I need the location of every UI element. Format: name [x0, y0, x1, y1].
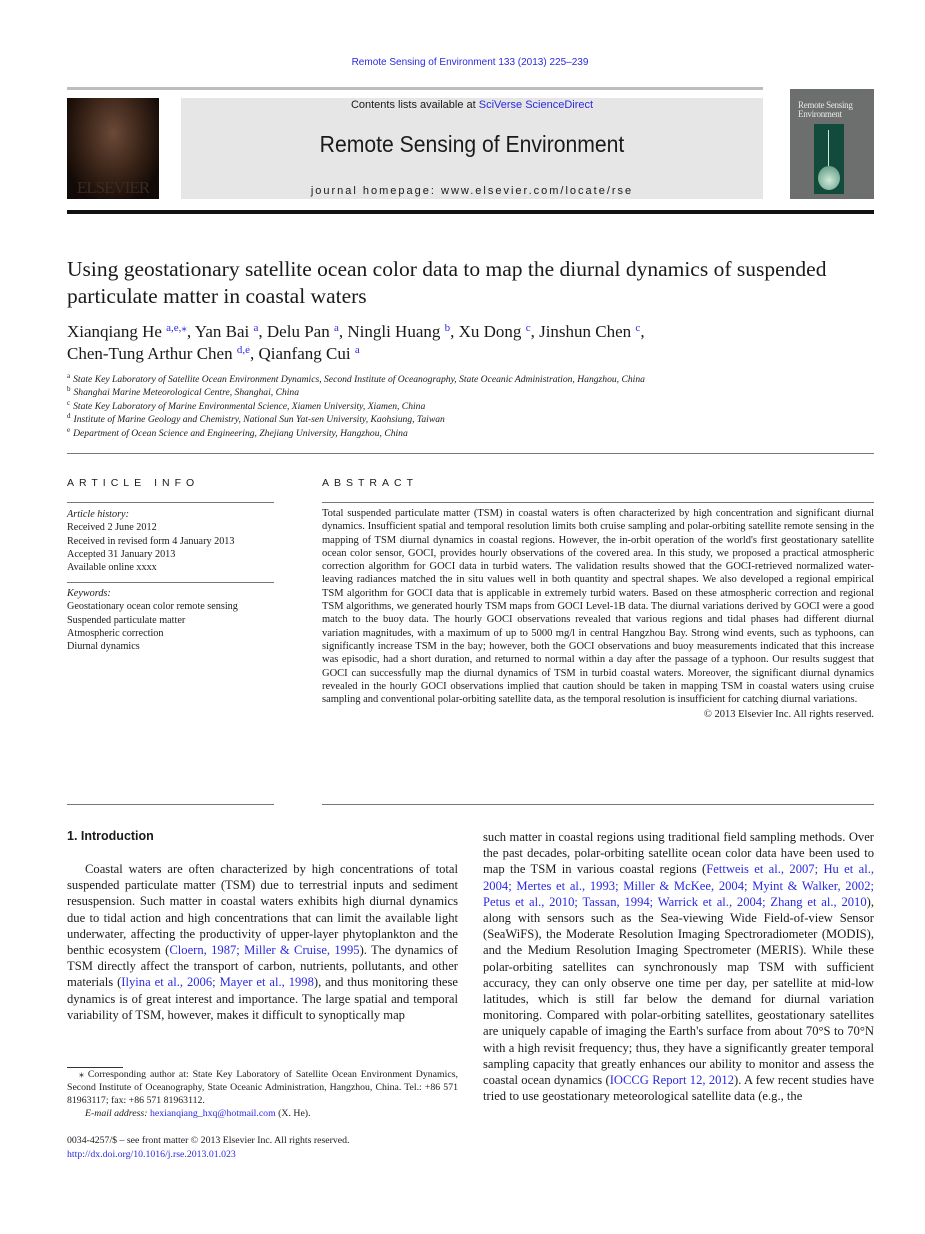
affiliation-text: State Key Laboratory of Satellite Ocean Environment Dynamics, Second Institute of Oceanography, State Oceanic Administration, Hangzhou, China — [73, 374, 645, 385]
keywords — [67, 587, 274, 653]
author-separator: , — [450, 322, 459, 341]
abstract-heading: ABSTRACT — [322, 477, 419, 489]
author-affiliation-link[interactable]: d,e — [236, 344, 250, 356]
footnote-star: ⁎ — [79, 1069, 88, 1080]
section-heading-introduction: 1. Introduction — [67, 829, 154, 843]
journal-title: Remote Sensing of Environment — [319, 131, 625, 157]
intro-left-column — [67, 861, 458, 1023]
cover-bulb — [818, 166, 840, 190]
history-item: Received in revised form 4 January 2013 — [67, 535, 235, 547]
front-matter — [67, 1134, 350, 1161]
contents-line — [181, 99, 763, 111]
elsevier-wordmark: ELSEVIER — [76, 178, 150, 197]
header-bottom-rule — [67, 210, 874, 214]
divider — [67, 582, 274, 583]
author-separator: , — [338, 322, 348, 341]
copyright: © 2013 Elsevier Inc. All rights reserved. — [703, 709, 874, 721]
affiliation-key: d — [67, 412, 71, 421]
citation-link[interactable]: Ilyina et al., 2006; Mayer et al., 1998 — [121, 975, 314, 990]
affiliation — [67, 373, 867, 386]
author-name: Jinshun Chen — [539, 322, 632, 341]
elsevier-logo — [67, 98, 159, 199]
body-text: ), and thus monitoring these dynamics is of great interest and importance. The large spatial and temporal variability of TSM, however, makes it difficult to synoptically map — [67, 975, 459, 1022]
keyword: Suspended particulate matter — [67, 614, 186, 626]
author-name: Chen-Tung Arthur Chen — [67, 344, 233, 363]
affiliation — [67, 400, 867, 413]
author-name: Xu Dong — [458, 322, 522, 341]
history-item: Accepted 31 January 2013 — [67, 548, 176, 560]
divider — [67, 502, 274, 503]
article-history — [67, 508, 274, 574]
keyword: Diurnal dynamics — [67, 641, 140, 653]
citation-link[interactable]: Cloern, 1987; Miller & Cruise, 1995 — [169, 943, 360, 958]
author-affiliation-link[interactable]: a,e,⁎ — [166, 322, 187, 334]
email-link[interactable]: hexianqiang_hxq@hotmail.com — [149, 1108, 276, 1119]
article-title: Using geostationary satellite ocean color data to map the diurnal dynamics of suspended particulate matter in coastal waters — [67, 257, 827, 308]
cover-stem — [828, 130, 829, 166]
author-separator: , — [640, 322, 645, 341]
keyword: Atmospheric correction — [67, 627, 164, 639]
doi-link[interactable]: http://dx.doi.org/10.1016/j.rse.2013.01.023 — [67, 1148, 236, 1160]
keyword: Geostationary ocean color remote sensing — [67, 601, 238, 613]
author-separator: , — [250, 344, 259, 363]
intro-right-column — [483, 829, 874, 1104]
header-rule — [67, 87, 763, 90]
author-name: Delu Pan — [266, 322, 330, 341]
author-affiliation-link[interactable]: c — [525, 322, 531, 334]
affiliation-key: e — [67, 425, 71, 434]
cover-graphic — [814, 124, 844, 194]
body-text: ). A few recent studies have tried to use geostationary meteorological satellite data (e.g., the — [483, 1073, 875, 1104]
affiliation — [67, 413, 867, 426]
front-matter-text: 0034-4257/$ – see front matter © 2013 Elsevier Inc. All rights reserved. — [67, 1135, 350, 1146]
history-item: Received 2 June 2012 — [67, 522, 157, 534]
article-info-heading: ARTICLE INFO — [67, 477, 200, 489]
journal-cover-image — [790, 89, 874, 199]
citation-link[interactable]: Fettweis et al., 2007; Hu et al., 2004; Mertes et al., 1993; Miller & McKee, 2004; Myint & Walker, 2002; Petus et al., 2010; Tassan, 1994; Warrick et al., 2004; Zhang et al., 2010 — [483, 862, 874, 909]
author-affiliation-link[interactable]: a — [333, 322, 339, 334]
contents-prefix: Contents lists available at — [350, 99, 479, 111]
affiliation — [67, 386, 867, 399]
affiliation-text: State Key Laboratory of Marine Environmental Science, Xiamen University, Xiamen, China — [73, 400, 426, 412]
affiliation-text: Shanghai Marine Meteorological Centre, Shanghai, China — [73, 387, 300, 399]
email-suffix: (X. He). — [275, 1108, 311, 1119]
author-separator: , — [186, 322, 195, 341]
body-text: such matter in coastal regions using traditional field sampling methods. Over the past decades, polar-orbiting satellite ocean color data have been used to map the TSM in various coastal regions ( — [483, 830, 874, 877]
author-name: Xianqiang He — [67, 322, 162, 341]
history-label: Article history: — [67, 509, 129, 520]
affiliation-text: Institute of Marine Geology and Chemistry, National Sun Yat-sen University, Kaohsiung, Taiwan — [73, 414, 445, 426]
author-name: Yan Bai — [194, 322, 250, 341]
journal-citation-link[interactable]: Remote Sensing of Environment 133 (2013) 225–239 — [351, 57, 589, 68]
affiliation-key: a — [67, 372, 71, 380]
body-text: ), along with sensors such as the Sea-viewing Wide Field-of-view Sensor (SeaWiFS), the Moderate Resolution Imaging Spectroradiometer (MODIS), and the Medium Resolution Imaging Spectrometer (MERIS). While these polar-orbiting satellites can synchronously map TSM with sufficient accuracy, they can only observe one time per day, per satellite at mid-low latitudes, which is still far below the demand for diurnal variation monitoring. Compared with polar-orbiting satellites, geostationary satellites are uniquely capable of imaging the Earth's surface from about 70°S to 70°N with a high revisit frequency; thus, they have a significantly greater temporal sampling capacity that greatly enhances our ability to monitor and assess the coastal ocean dynamics ( — [483, 894, 874, 1088]
journal-header — [181, 98, 763, 199]
body-text: ). The dynamics of TSM directly affect the transport of carbon, nutrients, pollutants, and other materials ( — [67, 943, 458, 990]
history-item: Available online xxxx — [67, 562, 157, 574]
affiliation-key: b — [67, 385, 71, 394]
author-affiliation-link[interactable]: c — [635, 322, 641, 334]
divider — [322, 502, 874, 503]
author-name: Ningli Huang — [347, 322, 441, 341]
divider — [322, 804, 874, 805]
email-label: E-mail address: — [85, 1108, 148, 1119]
journal-homepage: journal homepage: www.elsevier.com/locate/rse — [310, 185, 634, 197]
author-list — [67, 321, 867, 365]
body-text: Coastal waters are often characterized by high concentrations of total suspended particulate matter (TSM) due to terrestrial inputs and sediment resuspension. Such matter in coastal waters exhibits high diurnal dynamics due to tidal action and high concentrations that can limit the available light underwater, affecting the productivity of upper-layer phytoplankton and the benthic ecosystem ( — [67, 862, 458, 958]
footnote-text: Corresponding author at: State Key Laboratory of Satellite Ocean Environment Dynamics, Second Institute of Oceanography, State Oceanic Administration, Hangzhou, China. Tel.: +86 571 81963117; fax: +86 571 81963112. — [67, 1069, 458, 1106]
divider — [67, 804, 274, 805]
citation-link[interactable]: IOCCG Report 12, 2012 — [609, 1073, 735, 1088]
author-affiliation-link[interactable]: a — [253, 322, 259, 334]
author-name: Qianfang Cui — [258, 344, 351, 363]
affiliations — [67, 373, 867, 440]
keywords-label: Keywords: — [67, 588, 111, 599]
abstract — [322, 507, 874, 722]
affiliation-key: c — [67, 398, 71, 407]
abstract-text: Total suspended particulate matter (TSM) in coastal waters is often characterized by high concentration and significant diurnal dynamics. Insufficient spatial and temporal resolution limits both cruise sampling and polar-orbiting satellite remote sensing in the mapping of TSM diurnal dynamics in coastal regions. However, the in-orbit operation of the world's first geostationary satellite ocean color sensor, GOCI, provides hourly observations of the covered area. In this study, we proposed a practical atmospheric correction algorithm for GOCI data in turbid waters. The validation results showed that the GOCI-retrieved normalized water-leaving radiances matched the in situ values well in both quantity and spectral shapes. We also developed a regional empirical TSM algorithm for GOCI data that is applicable in extremely turbid waters. Based on these atmospheric correction and regional TSM algorithms, we generated hourly TSM maps from GOCI Level-1B data. The diurnal variations derived by GOCI were a good match to the buoy data. The hourly GOCI observations revealed that various regions and tidal phases had different diurnal variation magnitudes, with a maximum of up to 5000 mg/l in central Hangzhou Bay. Strong wind events, such as typhoons, can significantly increase TSM in the bay; however, both the GOCI observations and buoy measurements indicated that this increase was episodic, had a short duration, and returned to normal within a day after the passage of a typhoon. Our results suggest that GOCI can successfully map the diurnal dynamics of TSM in turbid coastal waters. Moreover, the significant diurnal dynamics revealed in the hourly GOCI observations implied that caution should be taken in mapping TSM in coastal waters using cruise sampling and conventional polar-orbiting satellite data, as the temporal resolution is insufficient for catching diurnal variations. — [322, 508, 874, 706]
sciencedirect-link[interactable]: SciVerse ScienceDirect — [478, 99, 594, 111]
divider — [67, 453, 874, 454]
author-separator: , — [258, 322, 267, 341]
author-affiliation-link[interactable]: b — [444, 322, 451, 334]
affiliation — [67, 427, 867, 440]
author-affiliation-link[interactable]: a — [354, 344, 360, 356]
cover-title: Remote Sensing Environment — [798, 100, 853, 119]
affiliation-text: Department of Ocean Science and Engineering, Zhejiang University, Hangzhou, China — [73, 427, 408, 439]
author-separator: , — [530, 322, 540, 341]
footnote — [67, 1068, 458, 1120]
